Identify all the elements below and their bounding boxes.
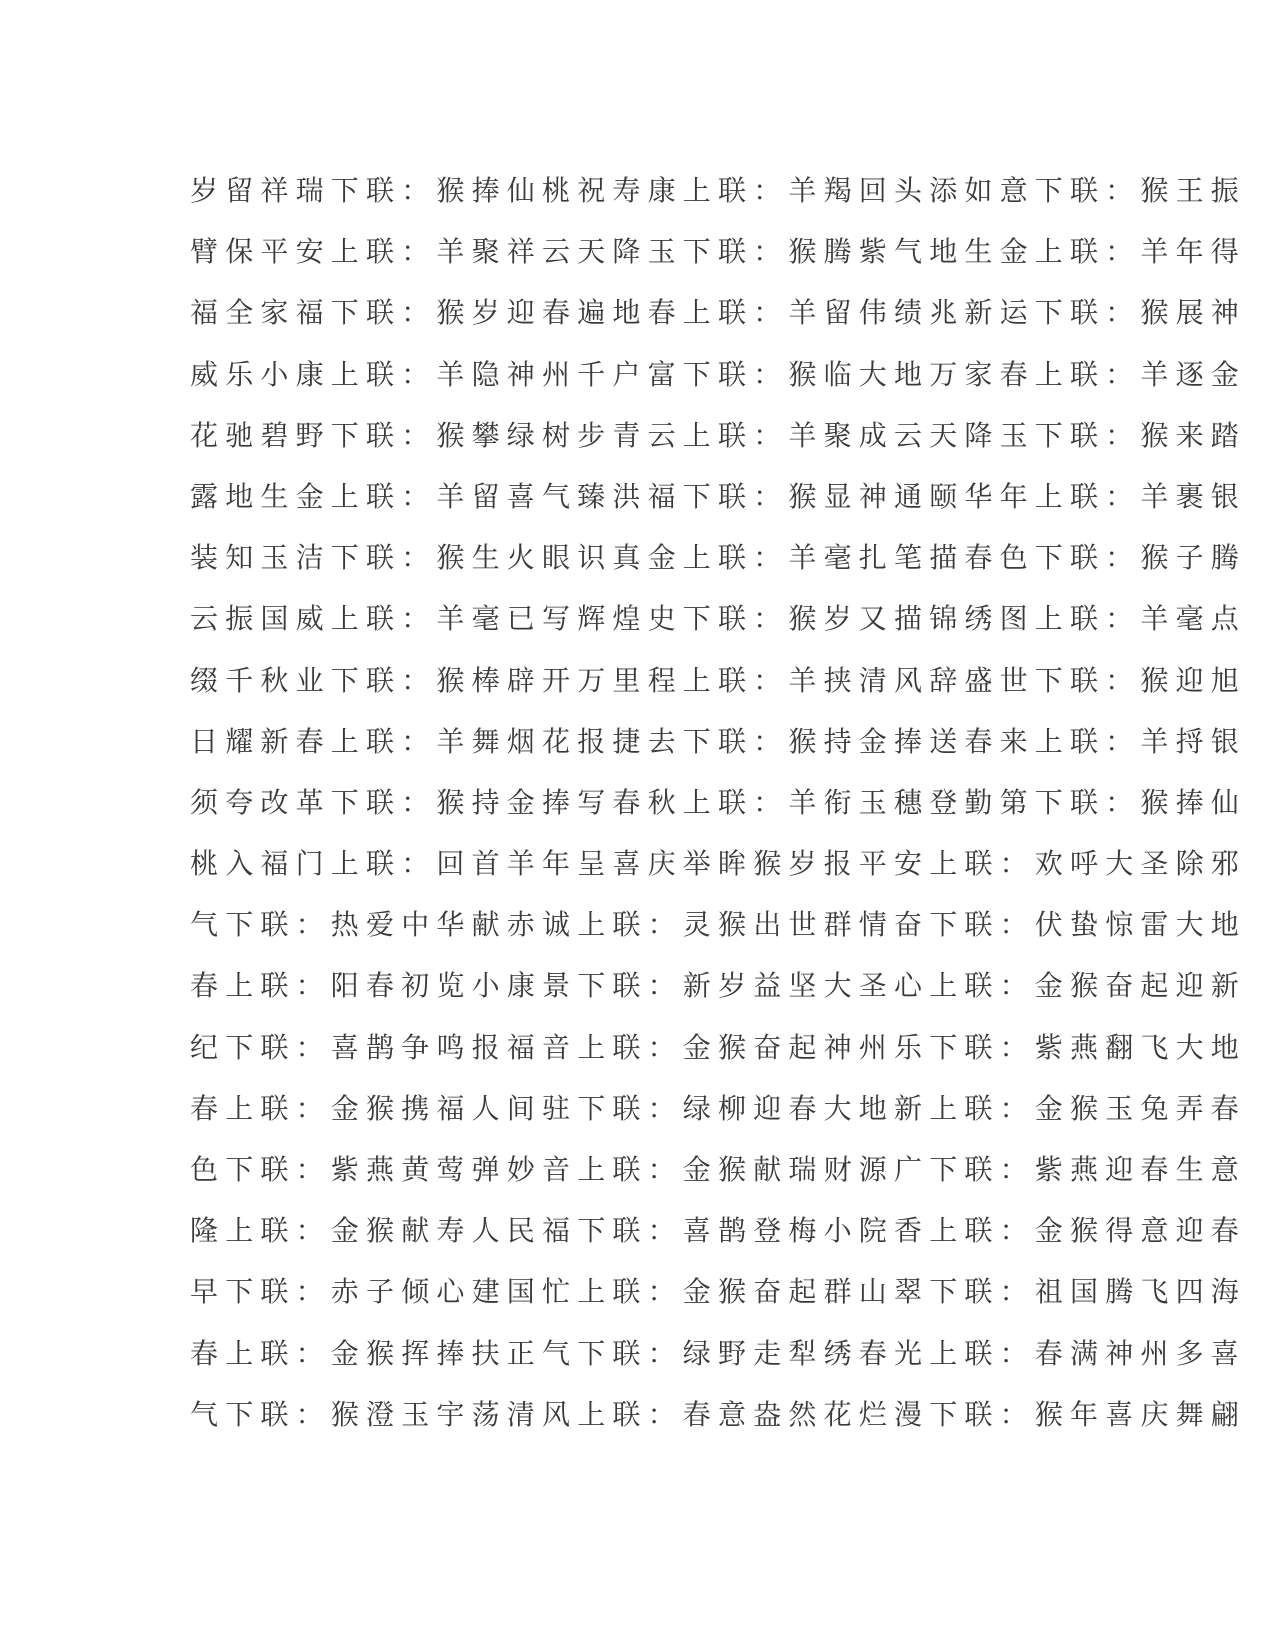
- text-line-18: 隆上联：金猴献寿人民福下联：喜鹊登梅小院香上联：金猴得意迎春: [190, 1214, 1247, 1248]
- text-line-6: 露地生金上联：羊留喜气臻洪福下联：猴显神通颐华年上联：羊裹银: [190, 479, 1247, 513]
- text-line-17: 色下联：紫燕黄莺弹妙音上联：金猴献瑞财源广下联：紫燕迎春生意: [190, 1153, 1247, 1186]
- text-line-14: 春上联：阳春初览小康景下联：新岁益坚大圣心上联：金猴奋起迎新: [190, 969, 1247, 1003]
- text-line-20: 春上联：金猴挥捧扶正气下联：绿野走犁绣春光上联：春满神州多喜: [190, 1336, 1247, 1370]
- text-line-1: 岁留祥瑞下联：猴捧仙桃祝寿康上联：羊羯回头添如意下联：猴王振: [190, 174, 1247, 207]
- text-line-4: 威乐小康上联：羊隐神州千户富下联：猴临大地万家春上联：羊逐金: [190, 357, 1247, 391]
- text-line-16: 春上联：金猴携福人间驻下联：绿柳迎春大地新上联：金猴玉兔弄春: [190, 1091, 1247, 1125]
- text-line-9: 缀千秋业下联：猴棒辟开万里程上联：羊挟清风辞盛世下联：猴迎旭: [190, 663, 1247, 697]
- text-line-8: 云振国威上联：羊毫已写辉煌史下联：猴岁又描锦绣图上联：羊毫点: [190, 602, 1247, 636]
- text-line-7: 装知玉洁下联：猴生火眼识真金上联：羊毫扎笔描春色下联：猴子腾: [190, 541, 1247, 575]
- text-line-10: 日耀新春上联：羊舞烟花报捷去下联：猴持金捧送春来上联：羊捋银: [190, 724, 1247, 758]
- text-line-19: 早下联：赤子倾心建国忙上联：金猴奋起群山翠下联：祖国腾飞四海: [190, 1275, 1247, 1309]
- text-line-5: 花驰碧野下联：猴攀绿树步青云上联：羊聚成云天降玉下联：猴来踏: [190, 418, 1247, 452]
- text-line-13: 气下联：热爱中华献赤诚上联：灵猴出世群情奋下联：伏蛰惊雷大地: [190, 908, 1247, 942]
- text-line-21: 气下联：猴澄玉宇荡清风上联：春意盎然花烂漫下联：猴年喜庆舞翩: [190, 1397, 1247, 1431]
- text-line-3: 福全家福下联：猴岁迎春遍地春上联：羊留伟绩兆新运下联：猴展神: [190, 296, 1247, 330]
- body-text: [190, 160, 1247, 1445]
- text-line-11: 须夸改革下联：猴持金捧写春秋上联：羊衔玉穗登勤第下联：猴捧仙: [190, 785, 1247, 819]
- text-line-15: 纪下联：喜鹊争鸣报福音上联：金猴奋起神州乐下联：紫燕翻飞大地: [190, 1030, 1247, 1064]
- text-line-2: 臂保平安上联：羊聚祥云天降玉下联：猴腾紫气地生金上联：羊年得: [190, 235, 1247, 269]
- text-line-12: 桃入福门上联：回首羊年呈喜庆举眸猴岁报平安上联：欢呼大圣除邪: [190, 847, 1247, 881]
